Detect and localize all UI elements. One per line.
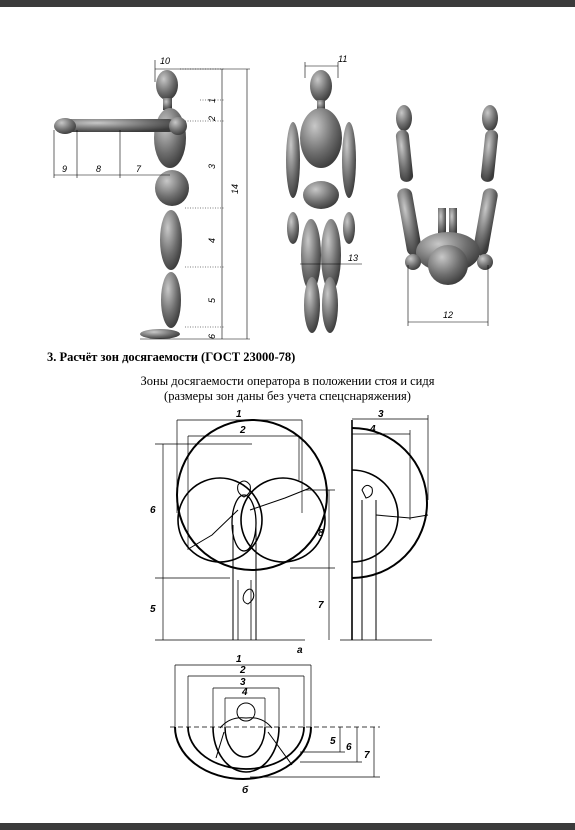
figure-caption-line2: (размеры зон даны без учета спецснаряжения) — [164, 389, 411, 403]
zone-label-2: 2 — [240, 425, 246, 436]
dim-label-9: 9 — [62, 164, 68, 174]
top-zone-label-2: 2 — [240, 665, 246, 676]
side-view-dimensions — [54, 60, 250, 339]
reach-zones-side — [352, 420, 428, 640]
dim-label-10: 10 — [160, 56, 171, 66]
top-zone-label-7: 7 — [364, 750, 370, 761]
mannequin-side-view — [54, 70, 189, 339]
dim-label-14: 14 — [230, 183, 240, 194]
front-zone-dimensions — [155, 420, 335, 640]
top-zone-label-5: 5 — [330, 736, 336, 747]
zone-label-4: 4 — [370, 424, 376, 435]
document-page — [0, 7, 575, 823]
window-bottom-bar — [0, 823, 575, 830]
zone-label-5: 5 — [150, 604, 156, 615]
dim-label-13: 13 — [348, 253, 359, 263]
top-zone-label-6: 6 — [346, 742, 352, 753]
mannequin-front-view — [286, 70, 359, 333]
dim-label-7: 7 — [136, 164, 142, 174]
zone-label-8: 8 — [318, 528, 324, 539]
mannequin-top-view — [395, 105, 498, 285]
reach-zones-top — [175, 703, 311, 779]
figure-illustrations — [0, 7, 575, 823]
dim-label-11: 11 — [338, 54, 348, 64]
top-zone-label-4: 4 — [242, 687, 248, 698]
dim-label-3: 3 — [207, 163, 217, 169]
top-zone-label-3: 3 — [240, 677, 246, 688]
dim-label-8: 8 — [96, 164, 102, 174]
dim-label-4: 4 — [207, 237, 217, 243]
subfigure-label-a: а — [297, 645, 303, 656]
zone-label-1: 1 — [236, 409, 242, 420]
window-top-bar — [0, 0, 575, 7]
zone-label-7: 7 — [318, 600, 324, 611]
dim-label-6: 6 — [207, 333, 217, 339]
section-heading: 3. Расчёт зон досягаемости (ГОСТ 23000-78) — [47, 350, 296, 364]
top-zone-dimensions — [170, 665, 380, 777]
dim-label-2: 2 — [207, 115, 217, 121]
subfigure-label-b: б — [242, 785, 249, 796]
zone-label-3: 3 — [378, 409, 384, 420]
figure-caption-line1: Зоны досягаемости оператора в положении стоя и сидя — [140, 374, 435, 388]
dim-label-12: 12 — [443, 310, 454, 320]
top-zone-label-1: 1 — [236, 654, 242, 665]
side-zone-dimensions — [340, 415, 432, 640]
zone-label-6: 6 — [150, 505, 156, 516]
reach-zones-front — [177, 420, 327, 640]
dim-label-5: 5 — [207, 297, 217, 303]
dim-label-1: 1 — [207, 97, 217, 103]
